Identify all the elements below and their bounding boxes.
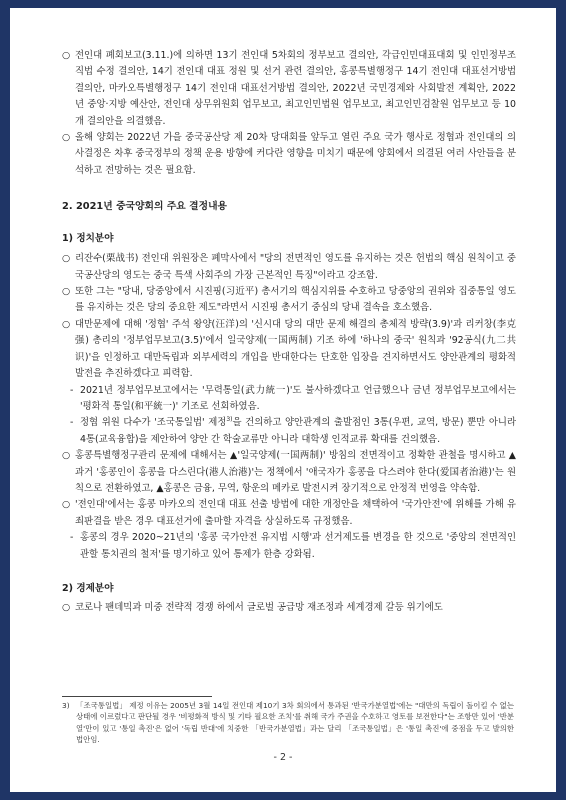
intro-paragraph-1 [62,48,516,130]
politics-item [62,497,516,530]
bullet-dash: - [70,384,74,396]
economy-heading: 2) 경제분야 [62,582,114,594]
paragraph-text: 2021년 정부업무보고에서는 '무력통일(武力統一)'도 불사하겠다고 언급했으나 금년 정부업무보고에서는 '평화적 통일(和平統一)' 기조로 선회하였음. [80,384,516,412]
paragraph-text: 홍콩의 경우 2020~21년의 '홍콩 국가안전 유지법 시행'과 선거제도를 변경을 한 것으로 '중앙의 전면적인 관할 통치권의 철저'를 명기하고 있어 통제가 한층 강화됨. [80,532,516,560]
bullet-circle: ○ [62,499,71,511]
politics-item [62,251,516,284]
paragraph-text: 홍콩특별행정구관리 문제에 대해서는 ▲'일국양제(一国两制)' 방침의 전면적이고 정확한 관철을 명시하고 ▲과거 '홍콩인이 홍콩을 다스린다(港人治港)'는 정책에서 '애국자가 홍콩을 다스려야 한다(爱国者治港)'는 원칙으로 전환하였고, ▲홍콩은 금융, 무역, 항운의 메카로 발전시켜 장기적으로 안정적 번영을 약속함. [75,450,516,494]
paragraph-text: '전인대'에서는 홍콩 마카오의 전인대 대표 선출 방법에 대한 개정안을 채택하여 '국가안전'에 위해를 가해 유죄판결을 받은 경우 대표선거에 출마할 자격을 상실하도록 규정했음. [75,499,516,527]
bullet-dash: - [70,532,74,544]
politics-subitem [62,383,516,416]
politics-item [62,284,516,317]
politics-item [62,317,516,383]
bullet-circle: ○ [62,450,71,462]
politics-subitem [62,415,516,448]
intro-paragraph-2 [62,130,516,179]
paragraph-text [80,415,516,448]
footnote-marker: 3) [62,701,70,710]
paragraph-text: 코로나 팬데믹과 미중 전략적 경쟁 하에서 글로벌 공급망 재조정과 세계경제 갈등 위기에도 [75,601,443,613]
text-part: 을 건의하고 양안관계의 출발점인 3통(우편, 교역, 방문) 뿐만 아니라 4통(교육융합)을 제안하여 양안 간 학술교류만 아니라 대학생 인적교류 확대를 건의했음. [80,417,516,445]
politics-item [62,448,516,497]
bullet-circle: ○ [62,253,71,265]
footnote-ref: 3) [226,416,233,424]
bullet-circle: ○ [62,286,71,298]
paragraph-text: 또한 그는 "당내, 당중앙에서 시진핑(习近平) 총서기의 핵심지위를 수호하고 당중앙의 권위와 집중통일 영도를 유지하는 것은 당의 중요한 제도"라면서 시진핑 총서기 중심의 당내 결속을 호소했음. [75,286,516,314]
paragraph-text: 올해 양회는 2022년 가을 중국공산당 제 20차 당대회를 앞두고 열린 주요 국가 행사로 정협과 전인대의 의사결정은 차후 중국정부의 정책 운용 방향에 커다란 영향을 미치기 때문에 양회에서 의결된 여러 사안들을 분석하고 전망하는 것은 필요함. [75,132,516,176]
section-heading: 2. 2021년 중국양회의 주요 결정내용 [62,201,228,213]
paragraph-text: 전인대 폐회보고(3.11.)에 의하면 13기 전인대 5차회의 정부보고 결의안, 각급인민대표대회 및 인민정부조직법 수정 결의안, 14기 전인대 대표 정원 및 선거 관련 결의안, 홍콩특별행정구 14기 전인대 대표선거방법 결의안, 마카오특별행정구 14기 전인대 대표선거방법 결의안, 2022년 국민경제와 사회발전 계획안, 2022년 중앙·지방 예산안, 전인대 상무위원회 업무보고, 최고인민법원 업무보고, 최고인민검찰원 업무보고 등 10개 결의안을 의결했음. [75,50,516,127]
text-part: 정협 위원 다수가 '조국통일법' 제정 [80,417,227,429]
politics-heading: 1) 정치분야 [62,233,114,245]
footnote-divider [62,696,212,697]
document-page [10,8,556,792]
bullet-circle: ○ [62,601,71,613]
footnote [62,700,514,746]
paragraph-text: 대만문제에 대해 '정협' 주석 왕양(汪洋)의 '신시대 당의 대만 문제 해결의 총체적 방략(3.9)'과 리커창(李克强) 총리의 '정부업무보고(3.5)'에서 일국양제(一国两制) 기조 하에 '하나의 중국' 원칙과 '92공식(九二共识)'을 인정하고 대만독립과 외부세력의 개입을 반대한다는 단호한 입장을 견지하면서도 양안관계의 평화적 발전을 추진하겠다고 피력함. [75,318,516,380]
bullet-circle: ○ [62,50,71,61]
page-number: - 2 - [273,752,293,763]
bullet-circle: ○ [62,132,71,144]
economy-item [62,600,516,616]
paragraph-text: 리잔수(栗战书) 전인대 위원장은 폐막사에서 "당의 전면적인 영도를 유지하는 것은 헌법의 핵심 원칙이고 중국공산당의 영도는 중국 특색 사회주의 가장 근본적인 특징"이라고 강조함. [75,253,516,281]
bullet-circle: ○ [62,318,71,330]
bullet-dash: - [70,417,74,429]
politics-subitem [62,530,516,563]
footnote-text: 「조국통일법」 제정 이유는 2005년 3월 14일 전인대 제10기 3차 회의에서 통과된 '반국가분열법'에는 "대만의 독립이 돌이킬 수 없는 상태에 이르렀다고 판단될 경우 '비평화적 방식 및 기타 필요한 조치'를 취해 국가 주권을 수호하고 영토를 보전한다"는 조항만 있어 '반분열'만이 있고 '통일 촉진'은 없어 '독립 반대'에 치중한 「반국가분열법」과는 달리 「조국통일법」은 '통일 촉진'에 중점을 두고 발의한 법안임. [76,701,514,745]
